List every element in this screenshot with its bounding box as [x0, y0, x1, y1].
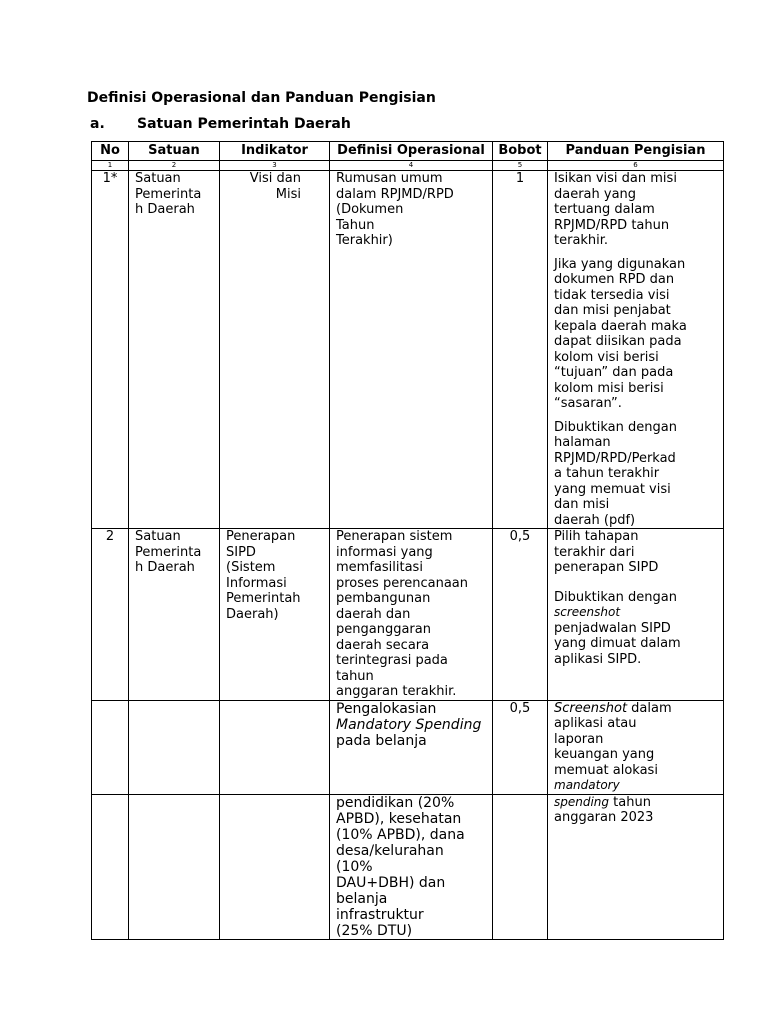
column-number: 3 [220, 161, 330, 171]
row-definisi-text: Penerapan sistem informasi yang memfasilitasi proses perencanaan pembangunan daerah dan penganggaran daerah secara terintegrasi pada tahun anggaran terakhir. [336, 529, 469, 699]
row-satuan [129, 794, 220, 939]
row-satuan [129, 700, 220, 794]
panduan-paragraph: Isikan visi dan misi daerah yang tertuang dalam RPJMD/RPD tahun terakhir. [554, 171, 677, 248]
row-bobot-text: 0,5 [509, 700, 531, 716]
row-definisi-text: pendidikan (20% APBD), kesehatan (10% APBD), dana desa/kelurahan (10% DAU+DBH) dan belanja infrastruktur (25% DTU) [336, 794, 465, 939]
row-satuan-text: Satuan Pemerinta h Daerah [135, 529, 202, 575]
table-row [92, 529, 724, 701]
row-indikator [220, 700, 330, 794]
row-no [92, 529, 129, 701]
column-number-row [92, 161, 724, 171]
row-indikator-text: Penerapan SIPD (Sistem Informasi Pemerintah Daerah) [226, 529, 301, 622]
row-bobot [493, 794, 548, 939]
panduan-text: dalam aplikasi atau laporan keuangan yang memuat alokasi [554, 700, 672, 778]
row-indikator-text: Visi dan Misi [249, 171, 301, 202]
section-title: Satuan Pemerintah Daerah [137, 116, 351, 132]
header-no: No [92, 142, 129, 161]
column-number: 1 [92, 161, 129, 171]
row-panduan [548, 794, 724, 939]
row-satuan [129, 529, 220, 701]
row-bobot [493, 171, 548, 529]
row-panduan [548, 171, 724, 529]
row-definisi [330, 794, 493, 939]
table-header-row [92, 142, 724, 161]
column-number: 4 [330, 161, 493, 171]
header-panduan: Panduan Pengisian [548, 142, 724, 161]
row-panduan [548, 700, 724, 794]
table-row [92, 794, 724, 939]
column-number: 6 [548, 161, 724, 171]
panduan-italic-term: spending [554, 794, 610, 809]
row-satuan-text: Satuan Pemerinta h Daerah [135, 171, 202, 217]
row-indikator [220, 794, 330, 939]
panduan-paragraph: Dibuktikan dengan halaman RPJMD/RPD/Perkad a tahun terakhir yang memuat visi dan misi daerah (pdf) [554, 419, 677, 528]
row-no [92, 171, 129, 529]
panduan-italic-term: Screenshot [554, 700, 628, 716]
panduan-paragraph [554, 701, 717, 779]
table-row [92, 700, 724, 794]
row-no-text: 2 [105, 529, 115, 544]
panduan-italic-term: mandatory [554, 778, 620, 792]
row-indikator [220, 529, 330, 701]
row-definisi-text: Rumusan umum dalam RPJMD/RPD (Dokumen Tahun Terakhir) [336, 171, 454, 248]
section-letter: a. [90, 116, 105, 132]
table-row [92, 171, 724, 529]
row-definisi [330, 171, 493, 529]
panduan-text: tahun anggaran 2023 [554, 794, 654, 825]
header-indikator: Indikator [220, 142, 330, 161]
column-number: 2 [129, 161, 220, 171]
row-bobot-text: 0,5 [509, 529, 531, 544]
panduan-paragraph: Dibuktikan dengan [554, 589, 677, 605]
row-definisi-italic: Mandatory Spending [336, 716, 482, 733]
panduan-paragraph [554, 795, 717, 826]
row-satuan [129, 171, 220, 529]
panduan-paragraph: penjadwalan SIPD yang dimuat dalam aplikasi SIPD. [554, 620, 681, 667]
panduan-paragraph: Jika yang digunakan dokumen RPD dan tidak tersedia visi dan misi penjabat kepala daerah maka dapat diisikan pada kolom visi berisi “tujuan” dan pada kolom misi berisi “sasaran”. [554, 256, 687, 411]
row-definisi [330, 700, 493, 794]
row-no-text: 1* [102, 171, 118, 186]
panduan-paragraph: Pilih tahapan terakhir dari penerapan SIPD [554, 529, 659, 575]
row-definisi [330, 529, 493, 701]
row-indikator [220, 171, 330, 529]
row-definisi-text: Pengalokasian [336, 700, 437, 717]
row-bobot [493, 700, 548, 794]
row-no [92, 794, 129, 939]
document-title: Definisi Operasional dan Panduan Pengisian [87, 90, 436, 106]
header-definisi: Definisi Operasional [330, 142, 493, 161]
panduan-italic-term: screenshot [554, 605, 621, 619]
row-panduan [548, 529, 724, 701]
row-no [92, 700, 129, 794]
definition-table [91, 141, 724, 940]
row-bobot-text: 1 [515, 171, 525, 186]
header-satuan: Satuan [129, 142, 220, 161]
header-bobot: Bobot [493, 142, 548, 161]
row-definisi-text: pada belanja [336, 732, 427, 749]
column-number: 5 [493, 161, 548, 171]
row-bobot [493, 529, 548, 701]
